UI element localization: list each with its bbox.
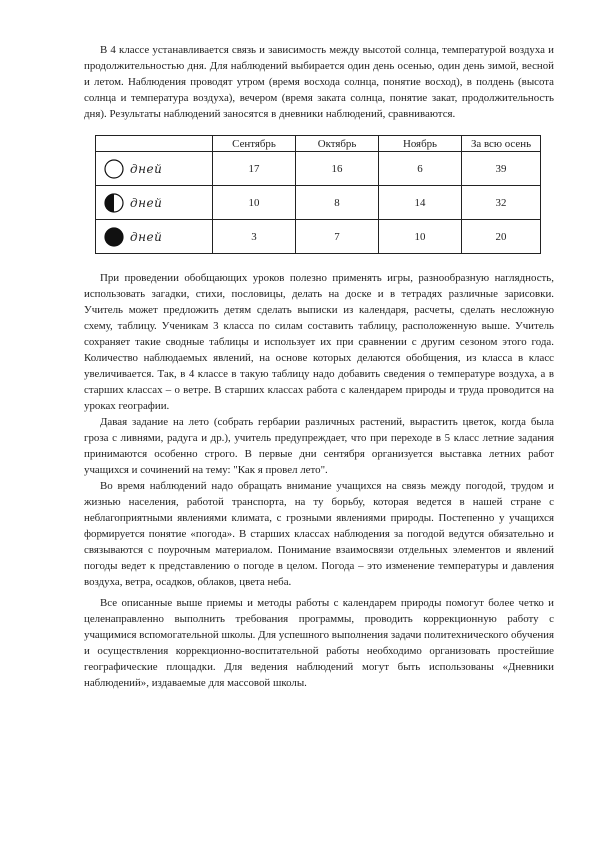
header-empty	[96, 136, 213, 152]
document-page	[84, 42, 554, 691]
header-september: Сентябрь	[213, 136, 296, 152]
table-cell: 10	[379, 220, 462, 254]
header-october: Октябрь	[296, 136, 379, 152]
table-cell: 32	[462, 186, 541, 220]
table-cell: 20	[462, 220, 541, 254]
paragraph-intro: В 4 классе устанавливается связь и зависимость между высотой солнца, температурой воздуха и продолжительностью дня. Для наблюдений выбирается один день осенью, один день зимой, весной и летом. Наблюдения проводят утром (время восхода солнца, понятие восход), в полдень (высота солнца и температура воздуха), вечером (время заката солнца, понятие закат, продолжительность дня). Результаты наблюдений заносятся в дневники наблюдений, сравниваются.	[84, 44, 554, 120]
header-whole-autumn: За всю осень	[462, 136, 541, 152]
full-sun-icon	[104, 159, 124, 179]
paragraph-conclusion: Все описанные выше приемы и методы работы с календарем природы помогут более четко и целенаправленно выполнить требования программы, проводить коррекционную работу с учащимися вспомогательной школы. Для успешного выполнения задачи политехнического обучения и осуществления коррекционно-воспитательной работы необходимо организовать простейшие географические площадки. Для ведения наблюдений могут быть использованы «Дневники наблюдений», издаваемые для массовой школы.	[84, 597, 554, 689]
paragraph-weather: Во время наблюдений надо обращать внимание учащихся на связь между погодой, трудом и жизнью населения, работой транспорта, на ту борьбу, которая ведется в нашей стране с неблагоприятными явлениями климата, с грозными явлениями природы. Постепенно у учащихся формируется понятие «погода». В старших классах наблюдения за погодой ведутся обязательно и связываются с поурочным материалом. Понимание взаимосвязи отдельных элементов и явлений погоды ведет к представлению о погоде в целом. Погода – это изменение температуры и давления воздуха, ветра, осадков, облаков, цвета неба.	[84, 480, 554, 588]
header-november: Ноябрь	[379, 136, 462, 152]
half-sun-icon	[104, 193, 124, 213]
table-cell: 3	[213, 220, 296, 254]
paragraph-summer-task: Давая задание на лето (собрать гербарии различных растений, вырастить цветок, когда была гроза с ливнями, радуга и др.), учитель предупреждает, что при переходе в 5 класс летние задания принимаются особенно строго. В первые дни сентября организуется выставка летних работ учащихся и сочинений на тему: "Как я провел лето".	[84, 416, 554, 476]
table-cell: 6	[379, 152, 462, 186]
table-cell: 17	[213, 152, 296, 186]
table-row	[96, 186, 541, 220]
observation-table	[95, 135, 541, 254]
paragraph-lessons: При проведении обобщающих уроков полезно применять игры, разнообразную наглядность, использовать загадки, стихи, пословицы, делать на доске и в тетрадях различные зарисовки. Учитель может предложить детям сделать выписки из календаря, расчеты, сделать несложную схему, таблицу. Ученикам 3 класса по силам составить таблицу, расположенную выше. Учитель сохраняет такие сводные таблицы и использует их при сравнении с другим сезоном этого года. Количество наблюдаемых явлений, на основе которых делаются обобщения, из класса в класс увеличивается. Так, в 4 классе в такую таблицу надо добавить сведения о температуре воздуха, а в старших классах – о ветре. В старших классах работа с календарем природы и труда проводится на уроках географии.	[84, 272, 554, 412]
table-cell: 10	[213, 186, 296, 220]
table-row	[96, 152, 541, 186]
table-cell: 16	[296, 152, 379, 186]
table-cell: 7	[296, 220, 379, 254]
row-legend	[96, 152, 213, 186]
table-cell: 8	[296, 186, 379, 220]
days-label: дней	[130, 161, 163, 176]
table-header-row	[96, 136, 541, 152]
row-legend	[96, 220, 213, 254]
table-row	[96, 220, 541, 254]
table-cell: 39	[462, 152, 541, 186]
days-label: дней	[130, 195, 163, 210]
dark-sun-icon	[104, 227, 124, 247]
days-label: дней	[130, 229, 163, 244]
table-cell: 14	[379, 186, 462, 220]
row-legend	[96, 186, 213, 220]
